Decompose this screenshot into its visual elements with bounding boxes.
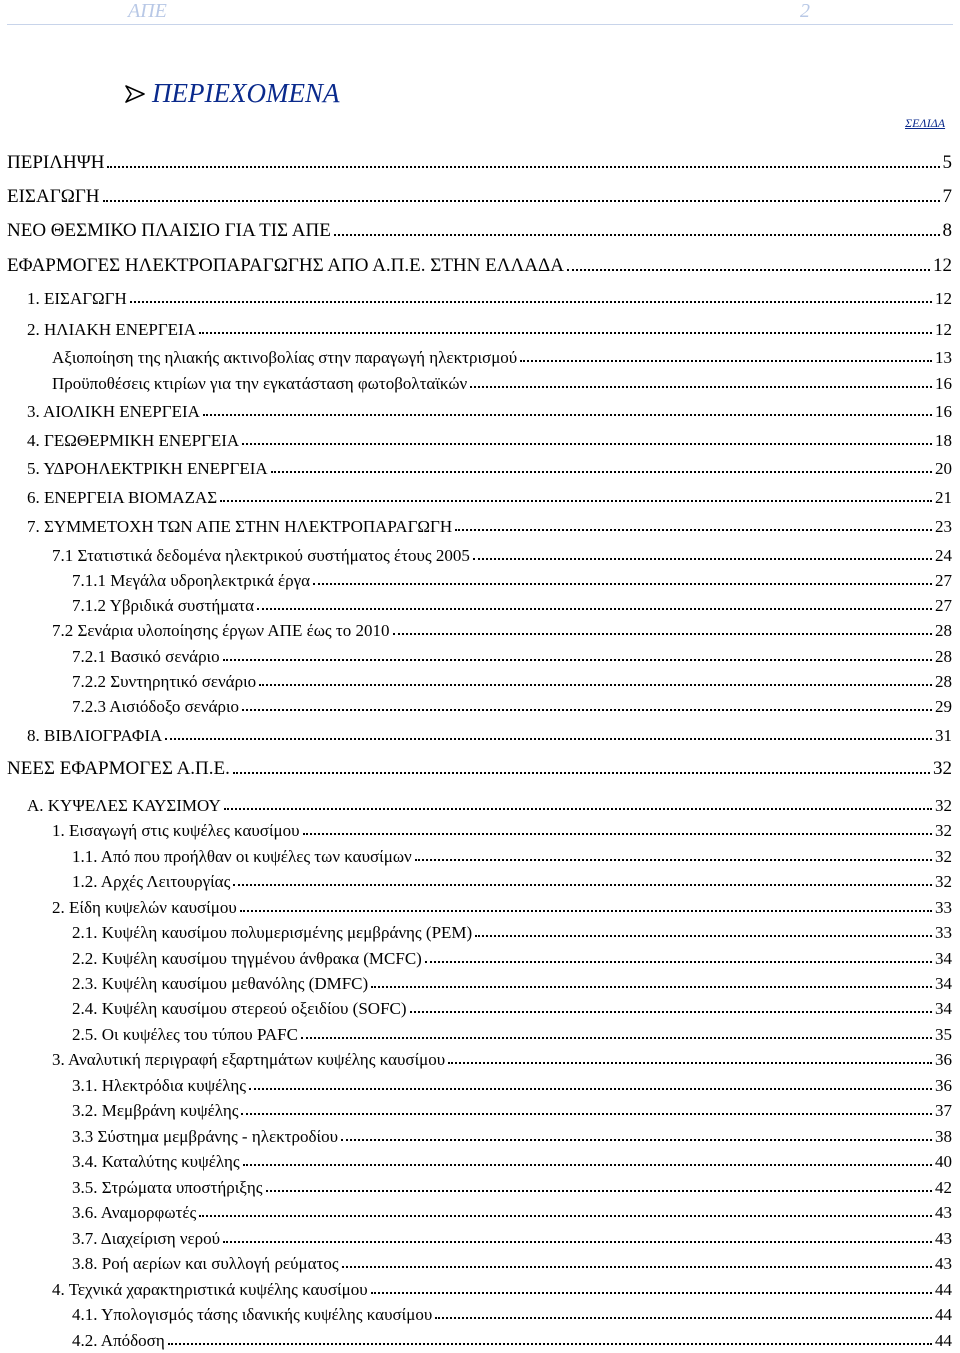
toc-entry-page: 20 xyxy=(935,459,952,478)
toc-dot-leader xyxy=(301,1036,932,1039)
toc-entry-page: 34 xyxy=(935,974,952,993)
toc-entry[interactable] xyxy=(72,1199,952,1223)
toc-entry-title: 3.3 Σύστημα μεμβράνης - ηλεκτροδίου xyxy=(72,1127,338,1146)
toc-entry-title: 6. ΕΝΕΡΓΕΙΑ ΒΙΟΜΑΖΑΣ xyxy=(27,488,218,507)
toc-dot-leader xyxy=(223,1240,932,1243)
toc-entry-page: 12 xyxy=(935,289,952,308)
toc-dot-leader xyxy=(242,442,932,445)
toc-entry-title: 2.1. Κυψέλη καυσίμου πολυμερισμένης μεμβράνης (PEM) xyxy=(72,923,473,942)
toc-dot-leader xyxy=(107,165,939,168)
toc-entry-title: 1.1. Από που προήλθαν οι κυψέλες των καυσίμων xyxy=(72,847,412,866)
toc-dot-leader xyxy=(241,1112,932,1115)
toc-entry-title: ΝΕΟ ΘΕΣΜΙΚΟ ΠΛΑΙΣΙΟ ΓΙΑ ΤΙΣ ΑΠΕ xyxy=(7,220,331,241)
toc-entry-page: 16 xyxy=(935,374,952,393)
toc-entry-page: 35 xyxy=(935,1025,952,1044)
toc-dot-leader xyxy=(242,708,932,711)
toc-entry[interactable] xyxy=(52,370,952,394)
toc-entry-title: Α. ΚΥΨΕΛΕΣ ΚΑΥΣΙΜΟΥ xyxy=(27,796,221,815)
toc-entry-title: 7.2 Σενάρια υλοποίησης έργων ΑΠΕ έως το 2010 xyxy=(52,621,390,640)
toc-entry[interactable] xyxy=(72,919,952,943)
toc-entry-title: 3.8. Ροή αερίων και συλλογή ρεύματος xyxy=(72,1254,339,1273)
toc-entry[interactable] xyxy=(72,1301,952,1325)
toc-dot-leader xyxy=(199,1214,932,1217)
toc-dot-leader xyxy=(168,1342,932,1345)
toc-entry[interactable] xyxy=(27,316,952,340)
toc-entry[interactable] xyxy=(72,1021,952,1045)
toc-entry-title: 7.1 Στατιστικά δεδομένα ηλεκτρικού συστήματος έτους 2005 xyxy=(52,546,470,565)
toc-entry-page: 44 xyxy=(935,1331,952,1350)
toc-dot-leader xyxy=(470,385,932,388)
toc-entry[interactable] xyxy=(27,484,952,508)
toc-entry[interactable] xyxy=(27,285,952,309)
toc-dot-leader xyxy=(220,499,932,502)
toc-dot-leader xyxy=(203,413,932,416)
toc-entry-page: 32 xyxy=(935,821,952,840)
toc-entry-page: 44 xyxy=(935,1280,952,1299)
toc-entry-title: 2.5. Οι κυψέλες του τύπου PAFC xyxy=(72,1025,298,1044)
toc-entry[interactable] xyxy=(52,542,952,566)
toc-entry[interactable] xyxy=(72,693,952,717)
toc-entry[interactable] xyxy=(52,617,952,641)
toc-entry[interactable] xyxy=(52,1046,952,1070)
toc-entry-title: 1. Εισαγωγή στις κυψέλες καυσίμου xyxy=(52,821,300,840)
toc-dot-leader xyxy=(410,1010,932,1013)
toc-entry-page: 12 xyxy=(935,320,952,339)
toc-dot-leader xyxy=(473,557,932,560)
toc-dot-leader xyxy=(371,1291,932,1294)
toc-entry-title: 3. ΑΙΟΛΙΚΗ ΕΝΕΡΓΕΙΑ xyxy=(27,402,200,421)
toc-entry-title: 3.6. Αναμορφωτές xyxy=(72,1203,197,1222)
toc-entry-page: 28 xyxy=(935,672,952,691)
toc-dot-leader xyxy=(257,607,932,610)
toc-entry[interactable] xyxy=(72,945,952,969)
toc-dot-leader xyxy=(271,470,932,473)
toc-dot-leader xyxy=(371,985,932,988)
toc-entry-page: 43 xyxy=(935,1229,952,1248)
toc-entry-page: 32 xyxy=(935,872,952,891)
toc-entry[interactable] xyxy=(72,995,952,1019)
toc-dot-leader xyxy=(130,300,932,303)
toc-entry-page: 8 xyxy=(942,220,952,241)
toc-entry-page: 40 xyxy=(935,1152,952,1171)
toc-entry-title: 7.2.2 Συντηρητικό σενάριο xyxy=(72,672,257,691)
toc-entry-title: 2. ΗΛΙΑΚΗ ΕΝΕΡΓΕΙΑ xyxy=(27,320,196,339)
page-column-label: ΣΕΛΙΔΑ xyxy=(905,116,946,130)
toc-entry-title: 4. ΓΕΩΘΕΡΜΙΚΗ ΕΝΕΡΓΕΙΑ xyxy=(27,431,240,450)
toc-dot-leader xyxy=(334,233,940,236)
toc-entry-page: 21 xyxy=(935,488,952,507)
toc-entry-page: 33 xyxy=(935,898,952,917)
toc-entry-title: 7. ΣΥΜΜΕΤΟΧΗ ΤΩΝ ΑΠΕ ΣΤΗΝ ΗΛΕΚΤΡΟΠΑΡΑΓΩΓΗ xyxy=(27,517,453,536)
toc-entry-title: 2.4. Κυψέλη καυσίμου στερεού οξειδίου (SOFC) xyxy=(72,999,407,1018)
toc-entry-page: 28 xyxy=(935,621,952,640)
toc-dot-leader xyxy=(223,658,932,661)
toc-entry-title: Προϋποθέσεις κτιρίων για την εγκατάσταση φωτοβολταϊκών xyxy=(52,374,468,393)
header-title: ΑΠΕ xyxy=(128,0,167,22)
toc-dot-leader xyxy=(303,832,932,835)
toc-dot-leader xyxy=(259,683,932,686)
toc-entry[interactable] xyxy=(72,1148,952,1172)
toc-entry[interactable] xyxy=(27,398,952,422)
toc-dot-leader xyxy=(199,331,932,334)
toc-entry-page: 23 xyxy=(935,517,952,536)
toc-entry-title: Αξιοποίηση της ηλιακής ακτινοβολίας στην παραγωγή ηλεκτρισμού xyxy=(52,348,518,367)
toc-entry[interactable] xyxy=(7,756,952,780)
toc-entry[interactable] xyxy=(72,567,952,591)
toc-dot-leader xyxy=(313,582,932,585)
toc-entry-page: 18 xyxy=(935,431,952,450)
toc-dot-leader xyxy=(165,737,932,740)
toc-dot-leader xyxy=(393,632,933,635)
toc-entry[interactable] xyxy=(72,1072,952,1096)
toc-entry[interactable] xyxy=(72,868,952,892)
toc-dot-leader xyxy=(342,1265,932,1268)
toc-dot-leader xyxy=(240,909,932,912)
toc-entry-page: 36 xyxy=(935,1076,952,1095)
toc-entry-page: 43 xyxy=(935,1203,952,1222)
toc-dot-leader xyxy=(455,528,932,531)
toc-entry[interactable] xyxy=(52,1276,952,1300)
toc-entry[interactable] xyxy=(52,817,952,841)
toc-entry-title: ΕΙΣΑΓΩΓΗ xyxy=(7,186,100,207)
toc-entry[interactable] xyxy=(72,592,952,616)
toc-dot-leader xyxy=(243,1163,932,1166)
toc-dot-leader xyxy=(224,807,932,810)
toc-entry-title: ΕΦΑΡΜΟΓΕΣ ΗΛΕΚΤΡΟΠΑΡΑΓΩΓΗΣ ΑΠΟ Α.Π.Ε. ΣΤΗΝ ΕΛΛΑΔΑ xyxy=(7,255,564,276)
toc-entry-title: 3.7. Διαχείριση νερού xyxy=(72,1229,221,1248)
toc-dot-leader xyxy=(233,883,932,886)
toc-entry[interactable] xyxy=(7,184,952,208)
toc-entry-page: 32 xyxy=(933,758,952,779)
toc-entry[interactable] xyxy=(27,455,952,479)
toc-dot-leader xyxy=(520,359,932,362)
toc-entry-title: 7.1.2 Υβριδικά συστήματα xyxy=(72,596,254,615)
toc-entry-page: 38 xyxy=(935,1127,952,1146)
toc-entry-page: 34 xyxy=(935,949,952,968)
toc-dot-leader xyxy=(435,1316,932,1319)
toc-entry-page: 5 xyxy=(942,152,952,173)
toc-entry[interactable] xyxy=(72,1174,952,1198)
toc-entry-title: ΝΕΕΣ ΕΦΑΡΜΟΓΕΣ Α.Π.Ε. xyxy=(7,758,230,779)
toc-dot-leader xyxy=(475,934,932,937)
toc-dot-leader xyxy=(233,771,930,774)
toc-entry[interactable] xyxy=(52,894,952,918)
toc-entry-title: 7.2.3 Αισιόδοξο σενάριο xyxy=(72,697,240,716)
toc-entry-page: 34 xyxy=(935,999,952,1018)
toc-entry-title: 3.4. Καταλύτης κυψέλης xyxy=(72,1152,240,1171)
toc-dot-leader xyxy=(341,1138,932,1141)
toc-entry-title: 7.1.1 Μεγάλα υδροηλεκτρικά έργα xyxy=(72,571,311,590)
toc-entry-page: 13 xyxy=(935,348,952,367)
toc-title: ΠΕΡΙΕΧΟΜΕΝΑ xyxy=(152,78,340,108)
toc-entry-page: 33 xyxy=(935,923,952,942)
toc-entry-title: 4.2. Απόδοση xyxy=(72,1331,165,1350)
toc-entry-page: 32 xyxy=(935,796,952,815)
toc-dot-leader xyxy=(266,1189,933,1192)
toc-entry-title: 2. Είδη κυψελών καυσίμου xyxy=(52,898,237,917)
toc-entry-title: 3.2. Μεμβράνη κυψέλης xyxy=(72,1101,239,1120)
toc-dot-leader xyxy=(448,1061,932,1064)
toc-entry-title: 8. ΒΙΒΛΙΟΓΡΑΦΙΑ xyxy=(27,726,163,745)
toc-entry-page: 27 xyxy=(935,596,952,615)
toc-entry-title: 1.2. Αρχές Λειτουργίας xyxy=(72,872,231,891)
toc-entry-title: 5. ΥΔΡΟΗΛΕΚΤΡΙΚΗ ΕΝΕΡΓΕΙΑ xyxy=(27,459,268,478)
toc-entry-title: 2.3. Κυψέλη καυσίμου μεθανόλης (DMFC) xyxy=(72,974,369,993)
toc-entry-page: 16 xyxy=(935,402,952,421)
toc-entry[interactable] xyxy=(7,150,952,174)
toc-entry-title: ΠΕΡΙΛΗΨΗ xyxy=(7,152,105,173)
toc-entry-page: 42 xyxy=(935,1178,952,1197)
toc-entry-page: 12 xyxy=(933,255,952,276)
toc-entry-page: 44 xyxy=(935,1305,952,1324)
toc-entry[interactable] xyxy=(7,253,952,277)
toc-entry[interactable] xyxy=(27,722,952,746)
toc-entry[interactable] xyxy=(72,1097,952,1121)
toc-entry-page: 7 xyxy=(942,186,952,207)
toc-dot-leader xyxy=(425,960,932,963)
toc-entry-page: 31 xyxy=(935,726,952,745)
toc-entry-title: 3.1. Ηλεκτρόδια κυψέλης xyxy=(72,1076,247,1095)
toc-dot-leader xyxy=(567,268,930,271)
toc-entry-title: 4.1. Υπολογισμός τάσης ιδανικής κυψέλης καυσίμου xyxy=(72,1305,433,1324)
toc-entry-title: 3.5. Στρώματα υποστήριξης xyxy=(72,1178,263,1197)
toc-entry[interactable] xyxy=(52,344,952,368)
toc-entry-page: 28 xyxy=(935,647,952,666)
toc-dot-leader xyxy=(249,1087,932,1090)
toc-entry[interactable] xyxy=(7,218,952,242)
toc-entry[interactable] xyxy=(72,1327,952,1351)
toc-entry[interactable] xyxy=(72,1123,952,1147)
toc-entry[interactable] xyxy=(27,513,952,537)
toc-entry[interactable] xyxy=(72,643,952,667)
toc-entry-page: 36 xyxy=(935,1050,952,1069)
toc-entry[interactable] xyxy=(72,1250,952,1274)
toc-entry[interactable] xyxy=(72,668,952,692)
header-page-number: 2 xyxy=(800,0,810,22)
toc-entry-page: 27 xyxy=(935,571,952,590)
toc-entry[interactable] xyxy=(27,427,952,451)
toc-entry-title: 2.2. Κυψέλη καυσίμου τηγμένου άνθρακα (MCFC) xyxy=(72,949,422,968)
toc-entry-page: 32 xyxy=(935,847,952,866)
toc-entry-page: 29 xyxy=(935,697,952,716)
toc-dot-leader xyxy=(103,199,940,202)
toc-entry-page: 43 xyxy=(935,1254,952,1273)
toc-entry[interactable] xyxy=(27,792,952,816)
toc-entry-page: 37 xyxy=(935,1101,952,1120)
toc-entry-title: 7.2.1 Βασικό σενάριο xyxy=(72,647,220,666)
toc-entry-title: 4. Τεχνικά χαρακτηριστικά κυψέλης καυσίμου xyxy=(52,1280,368,1299)
toc-entry-title: 3. Αναλυτική περιγραφή εξαρτημάτων κυψέλης καυσίμου xyxy=(52,1050,446,1069)
toc-entry[interactable] xyxy=(72,843,952,867)
toc-entry[interactable] xyxy=(72,1225,952,1249)
toc-entry[interactable] xyxy=(72,970,952,994)
toc-dot-leader xyxy=(415,858,932,861)
toc-entry-title: 1. ΕΙΣΑΓΩΓΗ xyxy=(27,289,127,308)
toc-entry-page: 24 xyxy=(935,546,952,565)
